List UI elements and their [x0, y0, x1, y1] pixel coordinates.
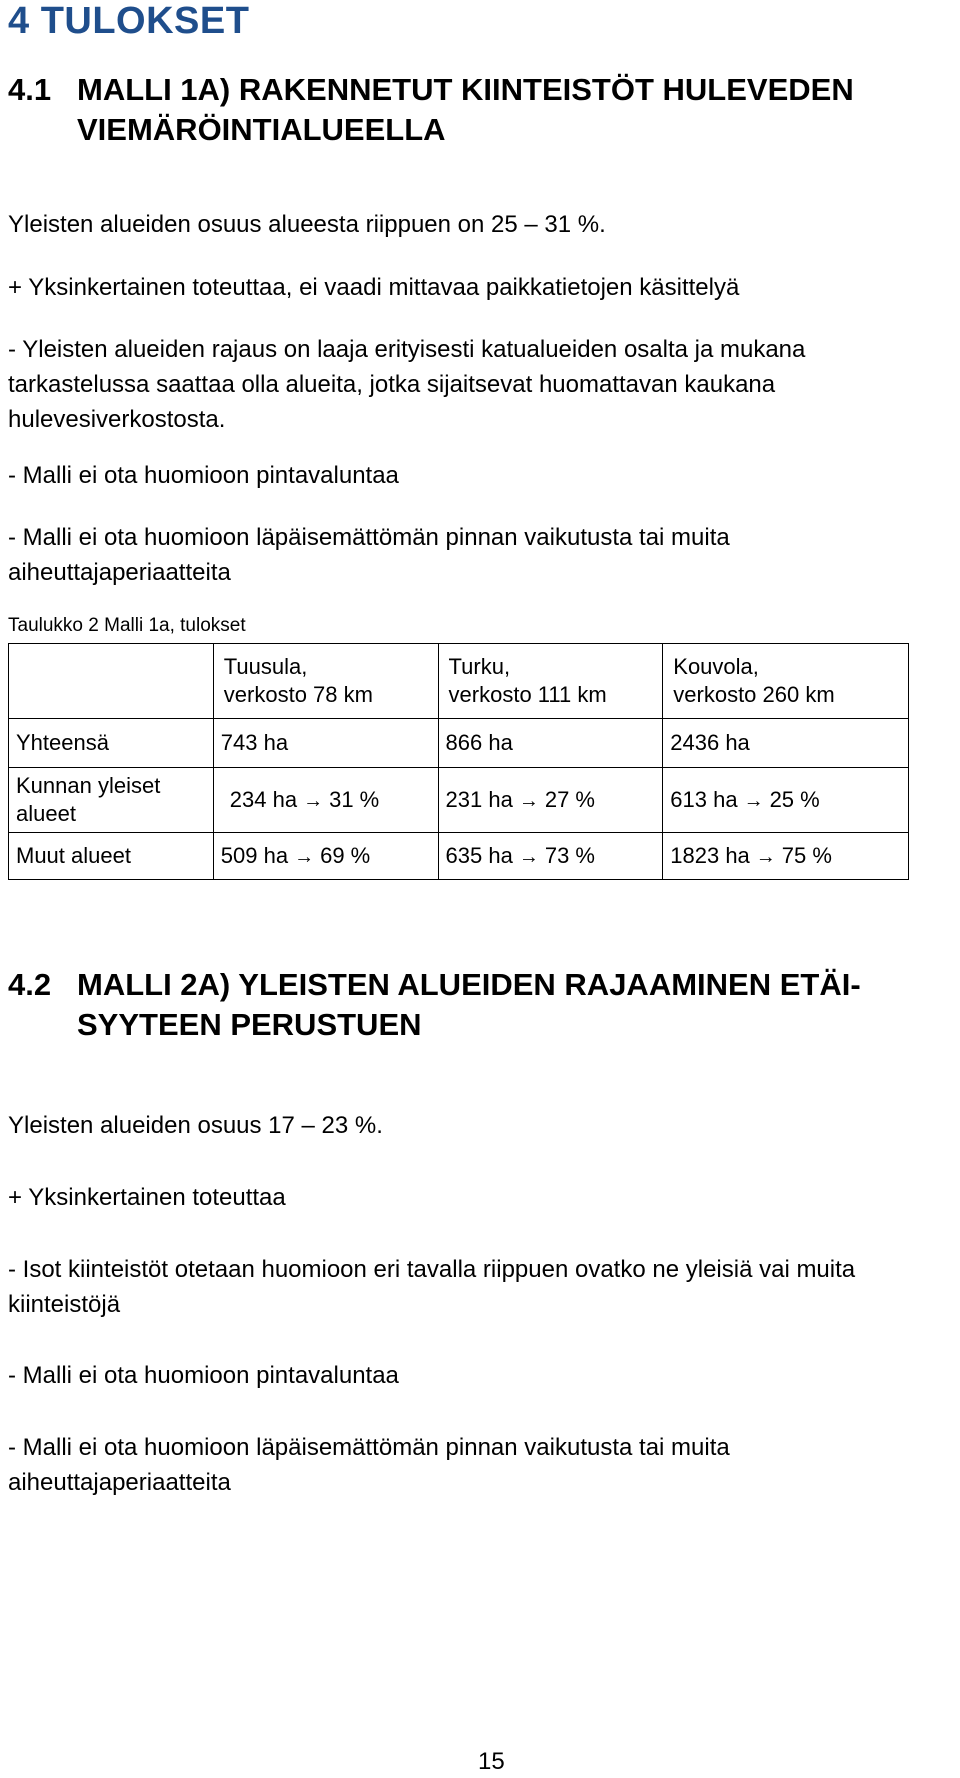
cell-share: 69 % [320, 842, 371, 868]
table-cell [663, 833, 909, 880]
arrow-right-icon: → [518, 845, 539, 868]
cell-area: 743 ha [220, 730, 289, 755]
paragraph-con-surface-runoff: - Malli ei ota huomioon pintavaluntaa [8, 462, 399, 489]
page-number: 15 [478, 1748, 505, 1775]
arrow-right-icon: → [303, 789, 324, 812]
paragraph-con-wide-area: - Yleisten alueiden rajaus on laaja erityisesti katualueiden osalta ja mukana tarkastelussa saattaa olla alueita, jotka sijaitsevat huomattavan kaukana hulevesiverkostosta. [8, 336, 806, 433]
cell-area: 866 ha [445, 730, 513, 755]
table-caption: Taulukko 2 Malli 1a, tulokset [8, 615, 246, 636]
table-row-other-areas [9, 833, 909, 880]
table-cell [663, 768, 909, 833]
subsection-2-title: MALLI 2A) YLEISTEN ALUEIDEN RAJAAMINEN ETÄI-SYYTEEN PERUSTUEN [77, 967, 861, 1042]
paragraph-con-large-properties: - Isot kiinteistöt otetaan huomioon eri tavalla riippuen ovatko ne yleisiä vai muita kiinteistöjä [8, 1256, 856, 1318]
paragraph-pro-simple-2: + Yksinkertainen toteuttaa [8, 1184, 286, 1211]
paragraph-public-share: Yleisten alueiden osuus alueesta riippuen on 25 – 31 %. [8, 211, 606, 238]
table-header-row [9, 644, 909, 719]
subsection-2-heading [8, 965, 957, 1045]
section-heading: 4 TULOKSET [8, 0, 250, 42]
subsection-1-heading [8, 70, 957, 150]
arrow-right-icon: → [743, 789, 764, 812]
results-table [8, 643, 909, 880]
paragraph-con-surface-runoff-2: - Malli ei ota huomioon pintavaluntaa [8, 1362, 399, 1389]
cell-area: 635 ha [445, 842, 513, 868]
cell-area: 234 ha [229, 786, 298, 812]
cell-area: 613 ha [670, 786, 738, 812]
table-cell [438, 833, 663, 880]
table-cell [213, 768, 438, 833]
paragraph-con-impervious: - Malli ei ota huomioon läpäisemättömän pinnan vaikutusta tai muita aiheuttajaperiaatteita [8, 524, 730, 586]
column-detail: verkosto 260 km [673, 682, 835, 707]
arrow-right-icon: → [518, 789, 539, 812]
table-cell [213, 833, 438, 880]
cell-share: 73 % [544, 842, 595, 868]
column-name: Kouvola, [673, 654, 759, 679]
cell-share: 75 % [781, 842, 832, 868]
column-header-turku [438, 644, 663, 719]
subsection-1-number: 4.1 [8, 72, 52, 107]
column-detail: verkosto 78 km [223, 682, 373, 707]
row-label: Kunnan yleiset alueet [9, 768, 214, 833]
cell-area: 1823 ha [670, 842, 750, 868]
column-name: Turku, [448, 654, 511, 679]
paragraph-con-impervious-2: - Malli ei ota huomioon läpäisemättömän pinnan vaikutusta tai muita aiheuttajaperiaatteita [8, 1434, 730, 1496]
table-row-public-areas [9, 768, 909, 833]
table-cell [663, 719, 909, 768]
row-label: Yhteensä [9, 719, 214, 768]
column-name: Tuusula, [223, 654, 308, 679]
cell-area: 509 ha [220, 842, 289, 868]
column-detail: verkosto 111 km [448, 682, 607, 707]
table-cell [213, 719, 438, 768]
table-corner-cell [9, 644, 214, 719]
paragraph-pro-simple: + Yksinkertainen toteuttaa, ei vaadi mittavaa paikkatietojen käsittelyä [8, 274, 740, 301]
subsection-2-number: 4.2 [8, 967, 52, 1002]
table-cell [438, 719, 663, 768]
cell-area: 2436 ha [670, 730, 750, 755]
cell-share: 31 % [329, 786, 380, 812]
cell-share: 25 % [769, 786, 820, 812]
subsection-1-title: MALLI 1A) RAKENNETUT KIINTEISTÖT HULEVEDEN VIEMÄRÖINTIALUEELLA [77, 72, 854, 147]
arrow-right-icon: → [294, 845, 315, 868]
paragraph-public-share-2: Yleisten alueiden osuus 17 – 23 %. [8, 1112, 383, 1139]
column-header-tuusula [213, 644, 438, 719]
table-cell [438, 768, 663, 833]
cell-share: 27 % [544, 786, 595, 812]
row-label: Muut alueet [9, 833, 214, 880]
arrow-right-icon: → [755, 845, 776, 868]
cell-area: 231 ha [445, 786, 513, 812]
column-header-kouvola [663, 644, 909, 719]
table-row-total [9, 719, 909, 768]
